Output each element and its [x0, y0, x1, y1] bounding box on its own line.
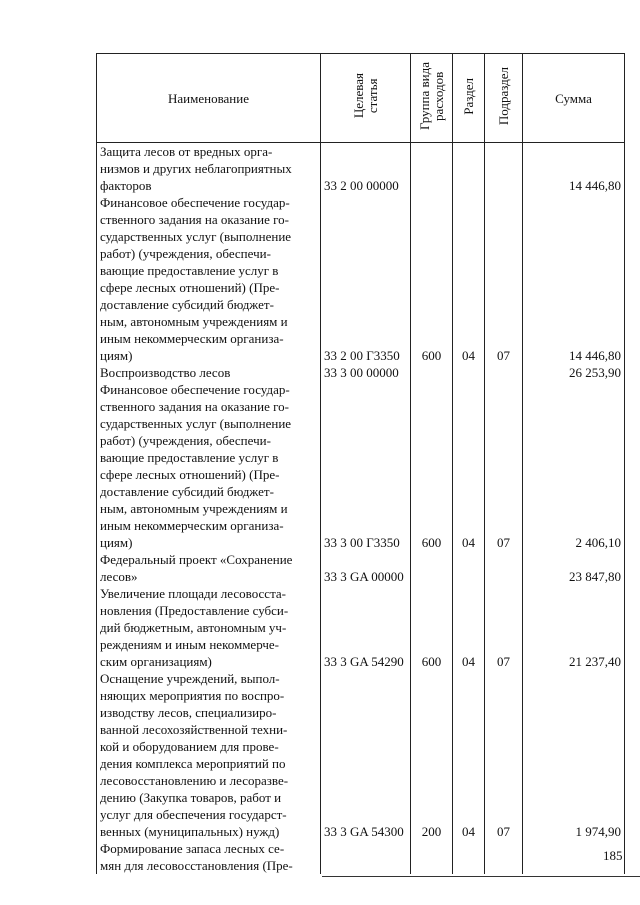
header-target: [321, 54, 411, 143]
cell-name: Воспроизводство лесов: [97, 364, 321, 381]
cell-subsection: 07: [485, 194, 523, 364]
table-header-row: [97, 54, 625, 143]
header-section-label: Раздел: [460, 77, 476, 115]
cell-sum: 23 847,80: [523, 551, 625, 585]
cell-group: 200: [411, 670, 453, 840]
budget-table: [96, 53, 625, 874]
cell-name: Увеличение площади лесовосста- новления (Предоставление субси- дий бюджетным, автономным уч- реждениям и иным некоммерче- ским организациям): [97, 585, 321, 670]
cell-target: 33 3 GA 54300: [321, 670, 411, 840]
cell-sum: 1 974,90: [523, 670, 625, 840]
cell-subsection: 07: [485, 381, 523, 551]
cell-target: 33 3 00 Г3350: [321, 381, 411, 551]
cell-section: [453, 551, 485, 585]
table-row: [97, 840, 625, 874]
table-row: [97, 670, 625, 840]
cell-subsection: 07: [485, 670, 523, 840]
cell-group: [411, 551, 453, 585]
cell-target: 33 3 GA 54290: [321, 585, 411, 670]
table-row: [97, 364, 625, 381]
cell-group: 600: [411, 194, 453, 364]
cell-subsection: [485, 143, 523, 195]
header-name: Наименование: [97, 54, 321, 143]
cell-section: 04: [453, 585, 485, 670]
table-row: [97, 381, 625, 551]
cell-sum: 14 446,80: [523, 194, 625, 364]
cell-sum: 14 446,80: [523, 143, 625, 195]
header-group-label: Группа вида расходов: [416, 62, 446, 130]
table-body: [97, 143, 625, 875]
cell-sum: 2 406,10: [523, 381, 625, 551]
cell-subsection: [485, 840, 523, 874]
table-row: [97, 585, 625, 670]
cell-section: [453, 143, 485, 195]
cell-target: 33 2 00 Г3350: [321, 194, 411, 364]
cell-subsection: [485, 551, 523, 585]
header-section: [453, 54, 485, 143]
cell-section: [453, 364, 485, 381]
cell-section: 04: [453, 381, 485, 551]
table-row: [97, 551, 625, 585]
cell-name: Оснащение учреждений, выпол- няющих мероприятия по воспро- изводству лесов, специализиро- ванной лесохозяйственной техни- кой и оборудованием для прове- дения комплекса мероприятий по лесовосстановлению и лесоразве- дению (Закупка товаров, работ и услуг для обеспечения государст- венных (муниципальных) нужд): [97, 670, 321, 840]
cell-name: Защита лесов от вредных орга- низмов и других неблагоприятных факторов: [97, 143, 321, 195]
table-row: [97, 194, 625, 364]
cell-name: Формирование запаса лесных се- мян для лесовосстановления (Пре-: [97, 840, 321, 874]
cell-section: [453, 840, 485, 874]
page-number: 185: [603, 848, 623, 863]
header-subsection: [485, 54, 523, 143]
cell-target: 33 2 00 00000: [321, 143, 411, 195]
header-subsection-label: Подраздел: [495, 66, 511, 126]
cell-subsection: [485, 364, 523, 381]
header-group: [411, 54, 453, 143]
cell-sum: 26 253,90: [523, 364, 625, 381]
cell-target: 33 3 00 00000: [321, 364, 411, 381]
cell-sum: 21 237,40: [523, 585, 625, 670]
cell-group: 600: [411, 381, 453, 551]
cell-name: Финансовое обеспечение государ- ственного задания на оказание го- сударственных услуг (выполнение работ) (учреждения, обеспечи- вающие предоставление услуг в сфере лесных отношений) (Пре- доставление субсидий бюджет- ным, автономным учреждениям и иным некоммерческим организа- циям): [97, 381, 321, 551]
cell-group: [411, 364, 453, 381]
cell-name: Федеральный проект «Сохранение лесов»: [97, 551, 321, 585]
cell-group: [411, 143, 453, 195]
cell-section: 04: [453, 194, 485, 364]
footer-rule: [322, 876, 640, 877]
cell-group: 600: [411, 585, 453, 670]
cell-target: 33 3 GA 00000: [321, 551, 411, 585]
cell-subsection: 07: [485, 585, 523, 670]
cell-name: Финансовое обеспечение государ- ственного задания на оказание го- сударственных услуг (выполнение работ) (учреждения, обеспечи- вающие предоставление услуг в сфере лесных отношений) (Пре- доставление субсидий бюджет- ным, автономным учреждениям и иным некоммерческим организа- циям): [97, 194, 321, 364]
header-sum: Сумма: [523, 54, 625, 143]
table-row: [97, 143, 625, 195]
cell-target: [321, 840, 411, 874]
cell-section: 04: [453, 670, 485, 840]
header-target-label: Целевая статья: [350, 73, 380, 119]
cell-group: [411, 840, 453, 874]
